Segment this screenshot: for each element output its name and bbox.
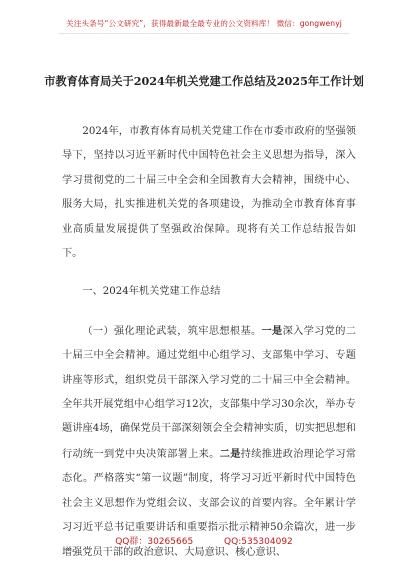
second-point-label: 二是 [219,447,241,460]
section-heading: 一、2024年机关党建工作总结 [82,286,221,298]
second-point-text: 持续推进政治理论学习常态化。严格落实“第一议题”制度，将学习习近平新时代中国特色社会主义思想作为党组会议、支部会议的首要内容。全年累计学习习近平总书记重要讲话和重要指示批示精神50余篇次，进一步增强党员干部的政治意识、大局意识、核心意识、 [62,448,357,558]
subsection-paragraph [62,319,356,565]
page-header [0,0,408,40]
page-footer [0,534,408,547]
first-point-label: 一是 [261,324,283,337]
intro-paragraph: 2024年，市教育体育局机关党建工作在市委市政府的坚强领导下，坚持以习近平新时代中国特色社会主义思想为指导，深入学习贯彻党的二十届三中全会和全国教育大会精神，围绕中心、服务大局，扎实推进机关党的各项建设，为推动全市教育体育事业高质量发展提供了坚强政治保障。现将有关工作总结报告如下。 [62,126,356,260]
footer-qq-group: QQ群：30265665 [115,537,194,547]
header-promo-text: 关注头条号“公文研究”，获得最新最全最专业的公文资料库！ 微信：gongwenyj [66,19,342,28]
header-divider [58,33,350,34]
first-point-text: 深入学习党的二十届三中全会精神。通过党组中心组学习、支部集中学习、专题讲座等形式，组织党员干部深入学习党的二十届三中全会精神。全年共开展党组中心组学习12次，支部集中学习30余次，举办专题讲座4场，确保党员干部深刻领会全会精神实质，切实把思想和行动统一到党中央决策部署上来。 [62,325,357,460]
document-title: 市教育体育局关于2024年机关党建工作总结及2025年工作计划 [44,74,364,88]
footer-qq-contact: QQ:535304092 [224,537,293,547]
subsection-label: （一）强化理论武装，筑牢思想根基。 [82,325,262,337]
document-body [62,120,356,565]
